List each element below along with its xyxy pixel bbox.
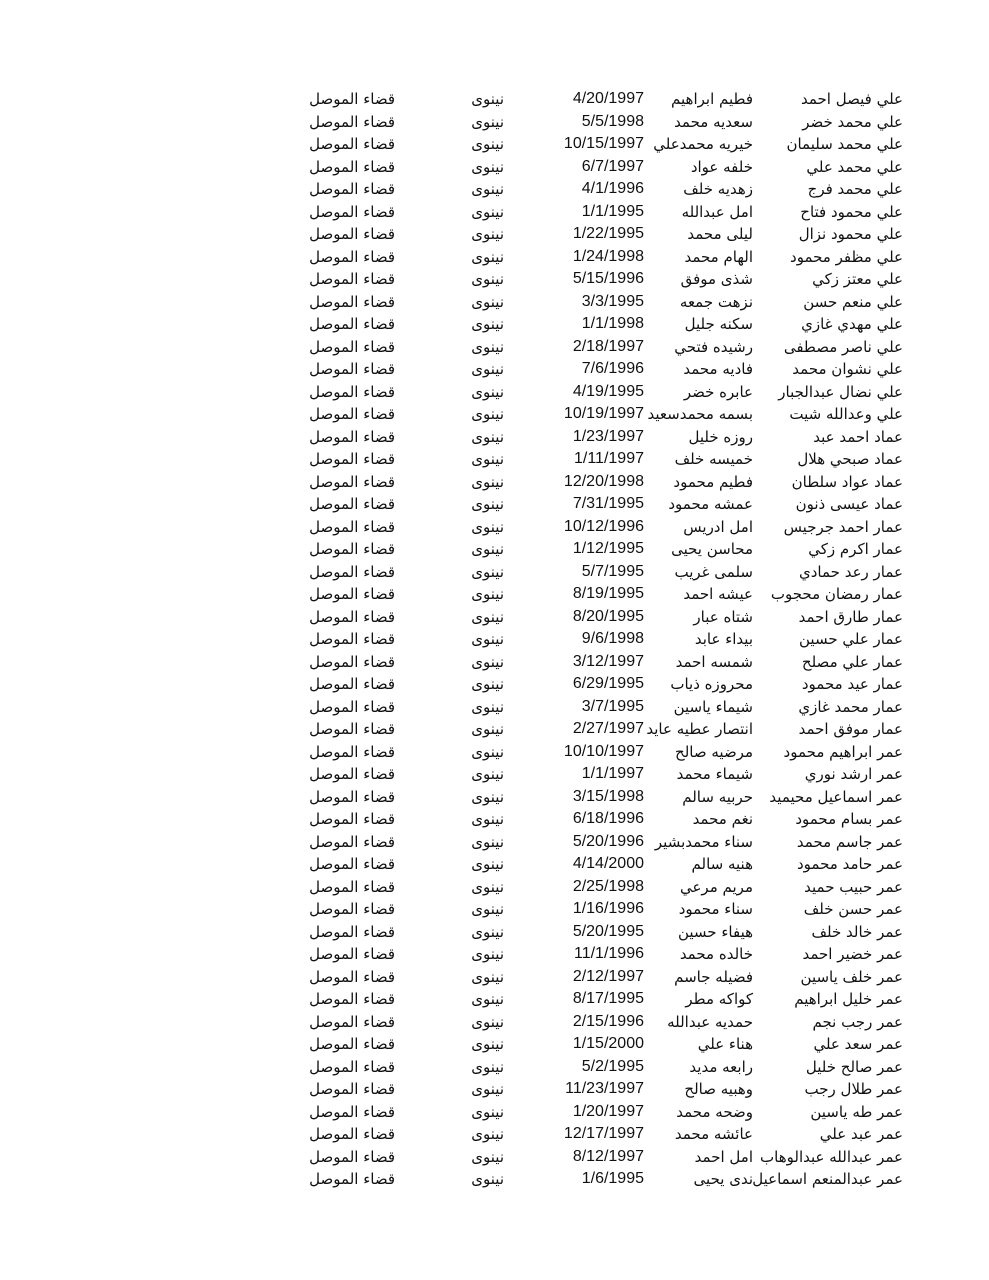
table-row xyxy=(0,1033,989,1056)
records-table xyxy=(0,88,989,1191)
birth-date-cell: 10/19/1997 xyxy=(563,405,644,422)
name-cell: عمر خليل ابراهيم xyxy=(794,990,903,1008)
district-cell: قضاء الموصل xyxy=(309,360,395,378)
mother-name-cell: انتصار عطيه عايد xyxy=(646,720,753,738)
mother-name-cell: بيداء عابد xyxy=(694,630,753,648)
governorate-cell: نينوى xyxy=(471,832,504,851)
table-row xyxy=(0,696,989,719)
governorate-cell: نينوى xyxy=(471,787,504,806)
district-cell: قضاء الموصل xyxy=(309,112,395,131)
name-cell: علي نشوان محمد xyxy=(792,360,903,378)
name-cell: عماد صبحي هلال xyxy=(797,450,903,468)
mother-name-cell: حمديه عبدالله xyxy=(667,1012,753,1031)
district-cell: قضاء الموصل xyxy=(309,675,395,693)
district-cell: قضاء الموصل xyxy=(309,405,395,423)
table-row xyxy=(0,516,989,539)
governorate-cell: نينوى xyxy=(471,382,504,401)
name-cell: علي محمد خضر xyxy=(802,112,903,131)
table-row xyxy=(0,966,989,989)
table-row xyxy=(0,111,989,134)
name-cell: عمار اكرم زكي xyxy=(808,540,903,558)
governorate-cell: نينوى xyxy=(471,405,504,423)
name-cell: عمر طه ياسين xyxy=(810,1102,903,1121)
table-row xyxy=(0,538,989,561)
mother-name-cell: امل احمد xyxy=(694,1147,753,1166)
district-cell: قضاء الموصل xyxy=(309,1057,395,1076)
birth-date-cell: 6/18/1996 xyxy=(572,810,644,827)
mother-name-cell: رشيده فتحي xyxy=(674,337,753,356)
table-row xyxy=(0,561,989,584)
governorate-cell: نينوى xyxy=(471,607,504,626)
mother-name-cell: خالده محمد xyxy=(679,945,753,963)
district-cell: قضاء الموصل xyxy=(309,900,395,918)
birth-date-cell: 3/12/1997 xyxy=(572,652,644,670)
table-row xyxy=(0,313,989,336)
birth-date-cell: 1/15/2000 xyxy=(572,1035,644,1052)
name-cell: عماد عيسى ذنون xyxy=(795,495,903,513)
name-cell: عمر ابراهيم محمود xyxy=(783,742,903,761)
governorate-cell: نينوى xyxy=(471,697,504,716)
name-cell: عمر جاسم محمد xyxy=(796,832,903,851)
mother-name-cell: بسمه محمدسعيد xyxy=(647,405,753,423)
table-row xyxy=(0,898,989,921)
governorate-cell: نينوى xyxy=(471,90,504,108)
table-row xyxy=(0,651,989,674)
mother-name-cell: كواكه مطر xyxy=(685,990,753,1008)
mother-name-cell: شتاه عبار xyxy=(693,607,753,626)
table-row xyxy=(0,426,989,449)
birth-date-cell: 1/20/1997 xyxy=(572,1102,644,1120)
governorate-cell: نينوى xyxy=(471,900,504,918)
name-cell: علي محمد فرج xyxy=(807,180,903,198)
governorate-cell: نينوى xyxy=(471,855,504,873)
name-cell: عمر حسن خلف xyxy=(803,900,903,918)
table-row xyxy=(0,831,989,854)
birth-date-cell: 10/12/1996 xyxy=(563,517,644,535)
district-cell: قضاء الموصل xyxy=(309,562,395,581)
governorate-cell: نينوى xyxy=(471,1170,504,1188)
name-cell: علي مهدي غازي xyxy=(801,315,903,333)
district-cell: قضاء الموصل xyxy=(309,315,395,333)
district-cell: قضاء الموصل xyxy=(309,157,395,176)
district-cell: قضاء الموصل xyxy=(309,247,395,266)
mother-name-cell: محاسن يحيى xyxy=(671,540,753,558)
birth-date-cell: 8/19/1995 xyxy=(572,585,644,602)
district-cell: قضاء الموصل xyxy=(309,810,395,828)
district-cell: قضاء الموصل xyxy=(309,945,395,963)
table-row xyxy=(0,1168,989,1191)
mother-name-cell: ليلى محمد xyxy=(687,225,753,243)
district-cell: قضاء الموصل xyxy=(309,450,395,468)
district-cell: قضاء الموصل xyxy=(309,787,395,806)
birth-date-cell: 5/5/1998 xyxy=(581,112,644,130)
governorate-cell: نينوى xyxy=(471,652,504,671)
governorate-cell: نينوى xyxy=(471,810,504,828)
governorate-cell: نينوى xyxy=(471,585,504,603)
mother-name-cell: عمشه محمود xyxy=(668,495,753,513)
birth-date-cell: 1/12/1995 xyxy=(572,540,644,557)
district-cell: قضاء الموصل xyxy=(309,472,395,491)
birth-date-cell: 1/16/1996 xyxy=(572,900,644,917)
district-cell: قضاء الموصل xyxy=(309,517,395,536)
birth-date-cell: 5/15/1996 xyxy=(572,270,644,287)
governorate-cell: نينوى xyxy=(471,1057,504,1076)
governorate-cell: نينوى xyxy=(471,562,504,581)
governorate-cell: نينوى xyxy=(471,1012,504,1031)
table-row xyxy=(0,178,989,201)
governorate-cell: نينوى xyxy=(471,270,504,288)
birth-date-cell: 1/23/1997 xyxy=(572,427,644,445)
governorate-cell: نينوى xyxy=(471,247,504,266)
table-row xyxy=(0,718,989,741)
district-cell: قضاء الموصل xyxy=(309,180,395,198)
table-row xyxy=(0,133,989,156)
district-cell: قضاء الموصل xyxy=(309,270,395,288)
district-cell: قضاء الموصل xyxy=(309,225,395,243)
table-row xyxy=(0,786,989,809)
birth-date-cell: 8/12/1997 xyxy=(572,1147,644,1165)
name-cell: عمر طلال رجب xyxy=(804,1080,903,1098)
governorate-cell: نينوى xyxy=(471,292,504,311)
district-cell: قضاء الموصل xyxy=(309,967,395,986)
governorate-cell: نينوى xyxy=(471,315,504,333)
table-row xyxy=(0,921,989,944)
table-row xyxy=(0,808,989,831)
district-cell: قضاء الموصل xyxy=(309,135,395,153)
name-cell: عمر خضير احمد xyxy=(802,945,903,963)
governorate-cell: نينوى xyxy=(471,135,504,153)
governorate-cell: نينوى xyxy=(471,202,504,221)
mother-name-cell: هناء علي xyxy=(697,1035,753,1053)
district-cell: قضاء الموصل xyxy=(309,855,395,873)
governorate-cell: نينوى xyxy=(471,945,504,963)
birth-date-cell: 1/24/1998 xyxy=(572,247,644,265)
table-row xyxy=(0,763,989,786)
district-cell: قضاء الموصل xyxy=(309,630,395,648)
birth-date-cell: 2/12/1997 xyxy=(572,967,644,985)
governorate-cell: نينوى xyxy=(471,1035,504,1053)
governorate-cell: نينوى xyxy=(471,225,504,243)
birth-date-cell: 6/7/1997 xyxy=(581,157,644,175)
governorate-cell: نينوى xyxy=(471,472,504,491)
table-row xyxy=(0,471,989,494)
mother-name-cell: روزه خليل xyxy=(688,427,753,446)
district-cell: قضاء الموصل xyxy=(309,990,395,1008)
governorate-cell: نينوى xyxy=(471,922,504,941)
table-row xyxy=(0,1011,989,1034)
name-cell: علي محمود نزال xyxy=(798,225,903,243)
name-cell: علي معتز زكي xyxy=(812,270,903,288)
district-cell: قضاء الموصل xyxy=(309,202,395,221)
mother-name-cell: فاديه محمد xyxy=(683,360,753,378)
mother-name-cell: محروزه ذياب xyxy=(670,675,753,693)
mother-name-cell: شمسه احمد xyxy=(675,652,753,671)
governorate-cell: نينوى xyxy=(471,742,504,761)
district-cell: قضاء الموصل xyxy=(309,1125,395,1143)
governorate-cell: نينوى xyxy=(471,540,504,558)
mother-name-cell: حربيه سالم xyxy=(682,787,753,806)
district-cell: قضاء الموصل xyxy=(309,697,395,716)
table-row xyxy=(0,628,989,651)
district-cell: قضاء الموصل xyxy=(309,922,395,941)
mother-name-cell: امل عبدالله xyxy=(681,202,753,221)
district-cell: قضاء الموصل xyxy=(309,427,395,446)
governorate-cell: نينوى xyxy=(471,157,504,176)
district-cell: قضاء الموصل xyxy=(309,1170,395,1188)
table-row xyxy=(0,336,989,359)
birth-date-cell: 11/23/1997 xyxy=(565,1080,644,1097)
table-row xyxy=(0,403,989,426)
birth-date-cell: 5/2/1995 xyxy=(581,1057,644,1075)
mother-name-cell: عابره خضر xyxy=(683,382,753,401)
district-cell: قضاء الموصل xyxy=(309,1035,395,1053)
birth-date-cell: 10/10/1997 xyxy=(563,742,644,760)
governorate-cell: نينوى xyxy=(471,675,504,693)
name-cell: عمار رمضان محجوب xyxy=(770,585,903,603)
table-row xyxy=(0,493,989,516)
name-cell: علي مظفر محمود xyxy=(790,247,903,266)
mother-name-cell: امل ادريس xyxy=(683,517,753,536)
table-row xyxy=(0,381,989,404)
birth-date-cell: 10/15/1997 xyxy=(563,135,644,152)
mother-name-cell: سناء محمدبشير xyxy=(654,832,753,851)
name-cell: عمار عيد محمود xyxy=(801,675,903,693)
governorate-cell: نينوى xyxy=(471,1125,504,1143)
name-cell: عمر حبيب حميد xyxy=(804,877,903,896)
governorate-cell: نينوى xyxy=(471,517,504,536)
mother-name-cell: شذى موفق xyxy=(680,270,753,288)
birth-date-cell: 4/1/1996 xyxy=(581,180,644,197)
birth-date-cell: 3/7/1995 xyxy=(581,697,644,715)
table-row xyxy=(0,988,989,1011)
table-row xyxy=(0,1146,989,1169)
birth-date-cell: 2/27/1997 xyxy=(572,720,644,737)
name-cell: علي محمد سليمان xyxy=(786,135,903,153)
name-cell: عمر حامد محمود xyxy=(796,855,903,873)
table-row xyxy=(0,583,989,606)
table-row xyxy=(0,88,989,111)
birth-date-cell: 12/17/1997 xyxy=(563,1125,644,1142)
table-row xyxy=(0,1123,989,1146)
governorate-cell: نينوى xyxy=(471,112,504,131)
table-row xyxy=(0,358,989,381)
governorate-cell: نينوى xyxy=(471,765,504,783)
mother-name-cell: ندى يحيى xyxy=(693,1170,753,1188)
name-cell: عمار احمد جرجيس xyxy=(783,517,903,536)
mother-name-cell: خميسه خلف xyxy=(674,450,753,468)
governorate-cell: نينوى xyxy=(471,427,504,446)
name-cell: عمار علي حسين xyxy=(799,630,903,648)
birth-date-cell: 1/22/1995 xyxy=(572,225,644,242)
table-row xyxy=(0,448,989,471)
mother-name-cell: سعديه محمد xyxy=(674,112,753,131)
district-cell: قضاء الموصل xyxy=(309,495,395,513)
name-cell: عمر سعد علي xyxy=(813,1035,903,1053)
name-cell: علي محمد علي xyxy=(806,157,903,176)
birth-date-cell: 1/6/1995 xyxy=(581,1170,644,1187)
birth-date-cell: 7/31/1995 xyxy=(572,495,644,512)
district-cell: قضاء الموصل xyxy=(309,1147,395,1166)
name-cell: عمر اسماعيل محيميد xyxy=(769,787,903,806)
district-cell: قضاء الموصل xyxy=(309,607,395,626)
birth-date-cell: 12/20/1998 xyxy=(563,472,644,490)
birth-date-cell: 7/6/1996 xyxy=(581,360,644,377)
district-cell: قضاء الموصل xyxy=(309,292,395,311)
mother-name-cell: فضيله جاسم xyxy=(674,967,753,986)
name-cell: علي فيصل احمد xyxy=(800,90,903,108)
mother-name-cell: زهديه خلف xyxy=(683,180,753,198)
district-cell: قضاء الموصل xyxy=(309,382,395,401)
name-cell: علي نضال عبدالجبار xyxy=(778,382,903,401)
mother-name-cell: نغم محمد xyxy=(692,810,753,828)
name-cell: عمار طارق احمد xyxy=(798,607,903,626)
mother-name-cell: سكنه جليل xyxy=(684,315,753,333)
district-cell: قضاء الموصل xyxy=(309,720,395,738)
birth-date-cell: 8/17/1995 xyxy=(572,990,644,1007)
governorate-cell: نينوى xyxy=(471,450,504,468)
table-row xyxy=(0,943,989,966)
mother-name-cell: وهبيه صالح xyxy=(684,1080,753,1098)
governorate-cell: نينوى xyxy=(471,1080,504,1098)
district-cell: قضاء الموصل xyxy=(309,877,395,896)
district-cell: قضاء الموصل xyxy=(309,540,395,558)
governorate-cell: نينوى xyxy=(471,360,504,378)
mother-name-cell: شيماء محمد xyxy=(676,765,753,783)
table-row xyxy=(0,673,989,696)
name-cell: عمار رعد حمادي xyxy=(799,562,903,581)
birth-date-cell: 3/3/1995 xyxy=(581,292,644,310)
name-cell: عمار موفق احمد xyxy=(798,720,903,738)
mother-name-cell: شيماء ياسين xyxy=(673,697,753,716)
governorate-cell: نينوى xyxy=(471,720,504,738)
district-cell: قضاء الموصل xyxy=(309,742,395,761)
mother-name-cell: عيشه احمد xyxy=(683,585,753,603)
governorate-cell: نينوى xyxy=(471,967,504,986)
district-cell: قضاء الموصل xyxy=(309,652,395,671)
name-cell: عمر رجب نجم xyxy=(812,1012,903,1031)
mother-name-cell: عائشه محمد xyxy=(674,1125,753,1143)
mother-name-cell: خيريه محمدعلي xyxy=(653,135,753,153)
mother-name-cell: مريم مرعي xyxy=(679,877,753,896)
district-cell: قضاء الموصل xyxy=(309,1080,395,1098)
birth-date-cell: 4/20/1997 xyxy=(572,90,644,107)
district-cell: قضاء الموصل xyxy=(309,337,395,356)
mother-name-cell: هيفاء حسين xyxy=(677,922,753,941)
district-cell: قضاء الموصل xyxy=(309,1102,395,1121)
governorate-cell: نينوى xyxy=(471,1102,504,1121)
mother-name-cell: سناء محمود xyxy=(678,900,753,918)
governorate-cell: نينوى xyxy=(471,337,504,356)
name-cell: عماد عواد سلطان xyxy=(791,472,903,491)
name-cell: علي منعم حسن xyxy=(803,292,903,311)
table-row xyxy=(0,1101,989,1124)
mother-name-cell: الهام محمد xyxy=(684,247,753,266)
table-row xyxy=(0,1056,989,1079)
birth-date-cell: 5/7/1995 xyxy=(581,562,644,580)
table-row xyxy=(0,876,989,899)
name-cell: علي محمود فتاح xyxy=(800,202,903,221)
birth-date-cell: 2/25/1998 xyxy=(572,877,644,895)
table-row xyxy=(0,853,989,876)
birth-date-cell: 5/20/1996 xyxy=(572,832,644,850)
birth-date-cell: 8/20/1995 xyxy=(572,607,644,625)
name-cell: عمر عبد علي xyxy=(819,1125,903,1143)
table-row xyxy=(0,741,989,764)
birth-date-cell: 4/19/1995 xyxy=(572,382,644,400)
name-cell: عمر خلف ياسين xyxy=(800,967,903,986)
governorate-cell: نينوى xyxy=(471,180,504,198)
name-cell: عمر خالد خلف xyxy=(811,922,903,941)
birth-date-cell: 1/1/1997 xyxy=(581,765,644,782)
name-cell: عمر عبدالله عبدالوهاب xyxy=(760,1147,903,1166)
name-cell: عمر صالح خليل xyxy=(805,1057,903,1076)
table-row xyxy=(0,201,989,224)
table-row xyxy=(0,156,989,179)
mother-name-cell: فطيم ابراهيم xyxy=(671,90,753,108)
mother-name-cell: وضحه محمد xyxy=(676,1102,753,1121)
governorate-cell: نينوى xyxy=(471,990,504,1008)
birth-date-cell: 6/29/1995 xyxy=(572,675,644,692)
mother-name-cell: سلمى غريب xyxy=(674,562,753,581)
birth-date-cell: 1/1/1995 xyxy=(581,202,644,220)
birth-date-cell: 11/1/1996 xyxy=(574,945,644,962)
mother-name-cell: خلفه عواد xyxy=(690,157,753,176)
governorate-cell: نينوى xyxy=(471,495,504,513)
district-cell: قضاء الموصل xyxy=(309,585,395,603)
mother-name-cell: هنيه سالم xyxy=(691,855,753,873)
birth-date-cell: 5/20/1995 xyxy=(572,922,644,940)
district-cell: قضاء الموصل xyxy=(309,832,395,851)
name-cell: عماد احمد عبد xyxy=(813,427,903,446)
table-row xyxy=(0,223,989,246)
name-cell: علي ناصر مصطفى xyxy=(783,337,903,356)
table-row xyxy=(0,1078,989,1101)
mother-name-cell: فطيم محمود xyxy=(673,472,753,491)
governorate-cell: نينوى xyxy=(471,1147,504,1166)
birth-date-cell: 2/18/1997 xyxy=(572,337,644,355)
birth-date-cell: 3/15/1998 xyxy=(572,787,644,805)
district-cell: قضاء الموصل xyxy=(309,90,395,108)
name-cell: علي وعدالله شيت xyxy=(789,405,903,423)
birth-date-cell: 1/11/1997 xyxy=(574,450,644,467)
mother-name-cell: نزهت جمعه xyxy=(679,292,753,311)
district-cell: قضاء الموصل xyxy=(309,765,395,783)
birth-date-cell: 1/1/1998 xyxy=(581,315,644,332)
governorate-cell: نينوى xyxy=(471,630,504,648)
birth-date-cell: 9/6/1998 xyxy=(581,630,644,647)
name-cell: عمار محمد غازي xyxy=(798,697,903,716)
name-cell: عمار علي مصلح xyxy=(801,652,903,671)
table-row xyxy=(0,246,989,269)
mother-name-cell: رابعه مديد xyxy=(689,1057,753,1076)
name-cell: عمر عبدالمنعم اسماعيل xyxy=(752,1170,903,1188)
mother-name-cell: مرضيه صالح xyxy=(675,742,753,761)
governorate-cell: نينوى xyxy=(471,877,504,896)
table-row xyxy=(0,268,989,291)
table-row xyxy=(0,291,989,314)
birth-date-cell: 4/14/2000 xyxy=(572,855,644,872)
birth-date-cell: 2/15/1996 xyxy=(572,1012,644,1030)
name-cell: عمر بسام محمود xyxy=(795,810,903,828)
table-row xyxy=(0,606,989,629)
name-cell: عمر ارشد نوري xyxy=(804,765,903,783)
district-cell: قضاء الموصل xyxy=(309,1012,395,1031)
